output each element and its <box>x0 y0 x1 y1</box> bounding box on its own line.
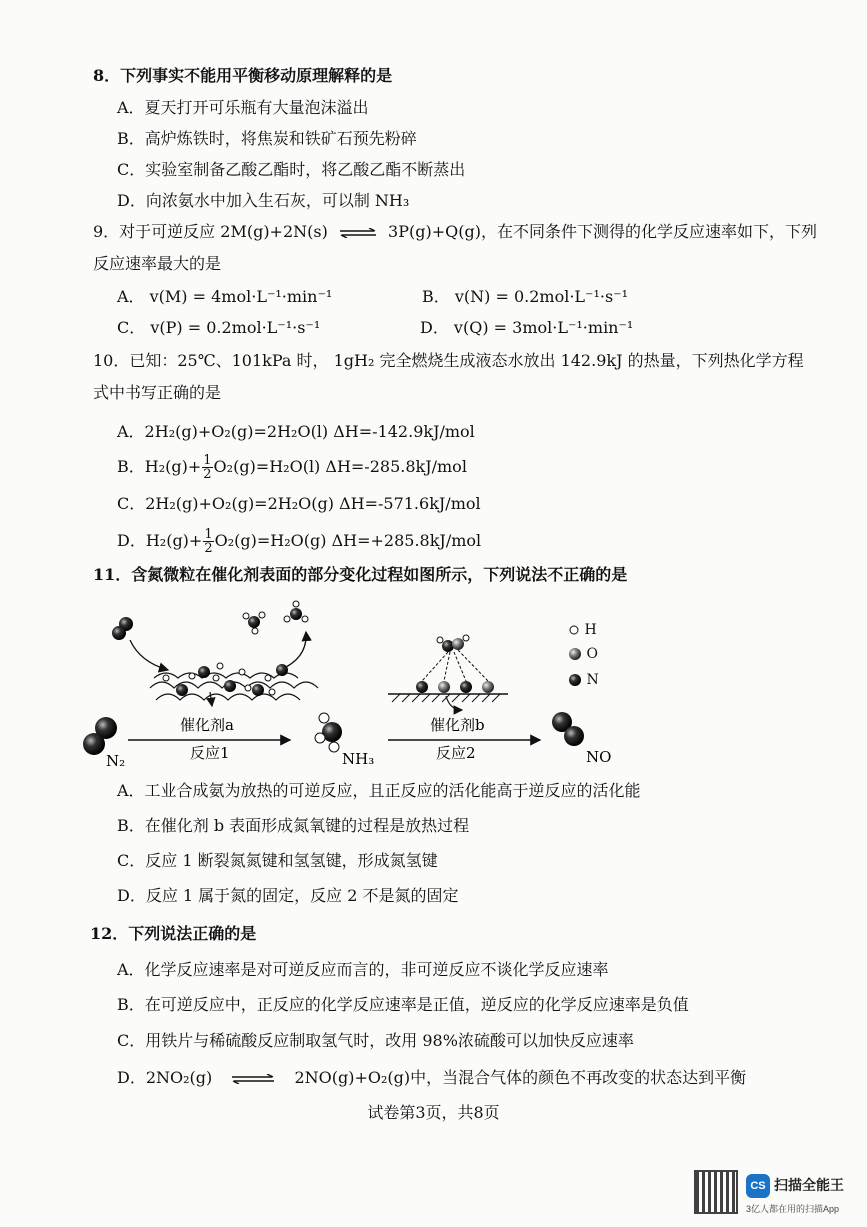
q9-stem-part1: 9．对于可逆反应 2M(g)+2N(s) <box>93 222 328 241</box>
legend-n-label: N <box>586 672 599 688</box>
q12-option-d <box>117 1068 746 1088</box>
fraction-one-half <box>203 528 213 555</box>
equilibrium-arrow-icon <box>231 1074 275 1084</box>
nh3-label: NH₃ <box>342 750 375 768</box>
q12-stem: 12．下列说法正确的是 <box>90 924 257 943</box>
q9-stem-part2: 3P(g)+Q(g)，在不同条件下测得的化学反应速率如下，下列 <box>388 222 817 241</box>
q12-option-d-part2: 2NO(g)+O₂(g)中，当混合气体的颜色不再改变的状态达到平衡 <box>294 1068 747 1087</box>
q10-option-d-part2: O₂(g)=H₂O(g) ΔH=+285.8kJ/mol <box>214 531 482 550</box>
n2-molecule-top <box>112 617 133 640</box>
fraction-one-half <box>202 454 212 481</box>
q9-option-d: D． v(Q) = 3mol·L⁻¹·min⁻¹ <box>420 318 634 337</box>
q8-option-a: A．夏天打开可乐瓶有大量泡沫溢出 <box>117 98 369 117</box>
surface-b-arrow <box>446 696 462 710</box>
catalyst-a-label: 催化剂a <box>180 716 234 734</box>
fraction-denominator: 2 <box>204 541 213 556</box>
q10-option-b-part2: O₂(g)=H₂O(l) ΔH=-285.8kJ/mol <box>213 457 467 476</box>
camscanner-name: 扫描全能王 <box>774 1177 844 1193</box>
camscanner-logo: CS <box>746 1174 770 1198</box>
legend-o <box>568 646 598 668</box>
no-label: NO <box>586 748 612 766</box>
camscanner-tagline: 3亿人都在用的扫描App <box>746 1204 840 1214</box>
desorb-arrow <box>280 632 306 670</box>
q11-stem: 11．含氮微粒在催化剂表面的部分变化过程如图所示，下列说法不正确的是 <box>93 565 628 584</box>
legend-h <box>568 622 597 644</box>
hydrogen-atom-icon <box>568 624 580 636</box>
catalyst-reaction-diagram <box>70 592 630 772</box>
q11-option-d: D．反应 1 属于氮的固定，反应 2 不是氮的固定 <box>117 886 459 905</box>
q11-option-b: B．在催化剂 b 表面形成氮氧键的过程是放热过程 <box>117 816 470 835</box>
catalyst-b-label: 催化剂b <box>430 716 485 734</box>
qr-code-icon <box>694 1170 738 1214</box>
legend-o-label: O <box>586 646 598 662</box>
reaction2-label: 反应2 <box>436 744 476 762</box>
q10-stem-line2: 式中书写正确的是 <box>93 383 222 402</box>
q10-option-d <box>117 528 481 555</box>
q8-stem: 8．下列事实不能用平衡移动原理解释的是 <box>93 66 393 85</box>
fraction-numerator: 1 <box>203 453 212 468</box>
q8-option-d: D．向浓氨水中加入生石灰，可以制 NH₃ <box>117 191 410 210</box>
q12-option-c: C．用铁片与稀硫酸反应制取氢气时，改用 98%浓硫酸可以加快反应速率 <box>117 1031 634 1050</box>
q9-option-c: C． v(P) = 0.2mol·L⁻¹·s⁻¹ <box>117 318 321 337</box>
q9-stem-line2: 反应速率最大的是 <box>93 254 222 273</box>
q11-option-c: C．反应 1 断裂氮氮键和氢氢键，形成氮氢键 <box>117 851 438 870</box>
no-molecule <box>552 712 584 746</box>
q10-option-c: C．2H₂(g)+O₂(g)=2H₂O(g) ΔH=-571.6kJ/mol <box>117 494 481 513</box>
q8-option-c: C．实验室制备乙酸乙酯时，将乙酸乙酯不断蒸出 <box>117 160 466 179</box>
legend-h-label: H <box>584 622 597 638</box>
fraction-denominator: 2 <box>203 467 212 482</box>
q12-option-a: A．化学反应速率是对可逆反应而言的，非可逆反应不谈化学反应速率 <box>117 960 609 979</box>
q9-option-a: A． v(M) = 4mol·L⁻¹·min⁻¹ <box>117 287 333 306</box>
n2-molecule <box>83 717 117 755</box>
catalyst-b-surface <box>388 635 508 702</box>
q11-option-a: A．工业合成氨为放热的可逆反应，且正反应的活化能高于逆反应的活化能 <box>117 781 641 800</box>
q12-option-d-part1: D．2NO₂(g) <box>117 1068 213 1087</box>
n2-label: N₂ <box>106 752 126 770</box>
q10-stem-line1: 10．已知：25℃、101kPa 时， 1gH₂ 完全燃烧生成液态水放出 142.9kJ 的热量，下列热化学方程 <box>93 351 804 370</box>
adsorbed-atoms <box>163 663 288 696</box>
nh3-molecule <box>315 713 342 752</box>
q10-option-b <box>117 454 467 481</box>
reaction1-label: 反应1 <box>190 744 230 762</box>
nitrogen-atom-icon <box>568 673 582 687</box>
nh3-molecule-1 <box>243 612 265 634</box>
nh3-molecule-2 <box>284 601 308 622</box>
scanner-watermark <box>694 1170 864 1222</box>
oxygen-atom-icon <box>568 647 582 661</box>
q12-option-b: B．在可逆反应中，正反应的化学反应速率是正值，逆反应的化学反应速率是负值 <box>117 995 689 1014</box>
q9-option-b: B． v(N) = 0.2mol·L⁻¹·s⁻¹ <box>422 287 629 306</box>
q10-option-b-part1: B．H₂(g)+ <box>117 457 202 476</box>
q9-stem-line1 <box>93 222 817 242</box>
equilibrium-arrow-icon <box>339 228 377 238</box>
q10-option-a: A．2H₂(g)+O₂(g)=2H₂O(l) ΔH=-142.9kJ/mol <box>117 422 475 441</box>
adsorb-arrow <box>130 640 168 670</box>
legend-n <box>568 672 599 694</box>
q8-option-b: B．高炉炼铁时，将焦炭和铁矿石预先粉碎 <box>117 129 417 148</box>
q10-option-d-part1: D．H₂(g)+ <box>117 531 203 550</box>
fraction-numerator: 1 <box>204 527 213 542</box>
page-footer: 试卷第3页，共8页 <box>367 1103 500 1122</box>
surface-arrow <box>210 692 212 706</box>
